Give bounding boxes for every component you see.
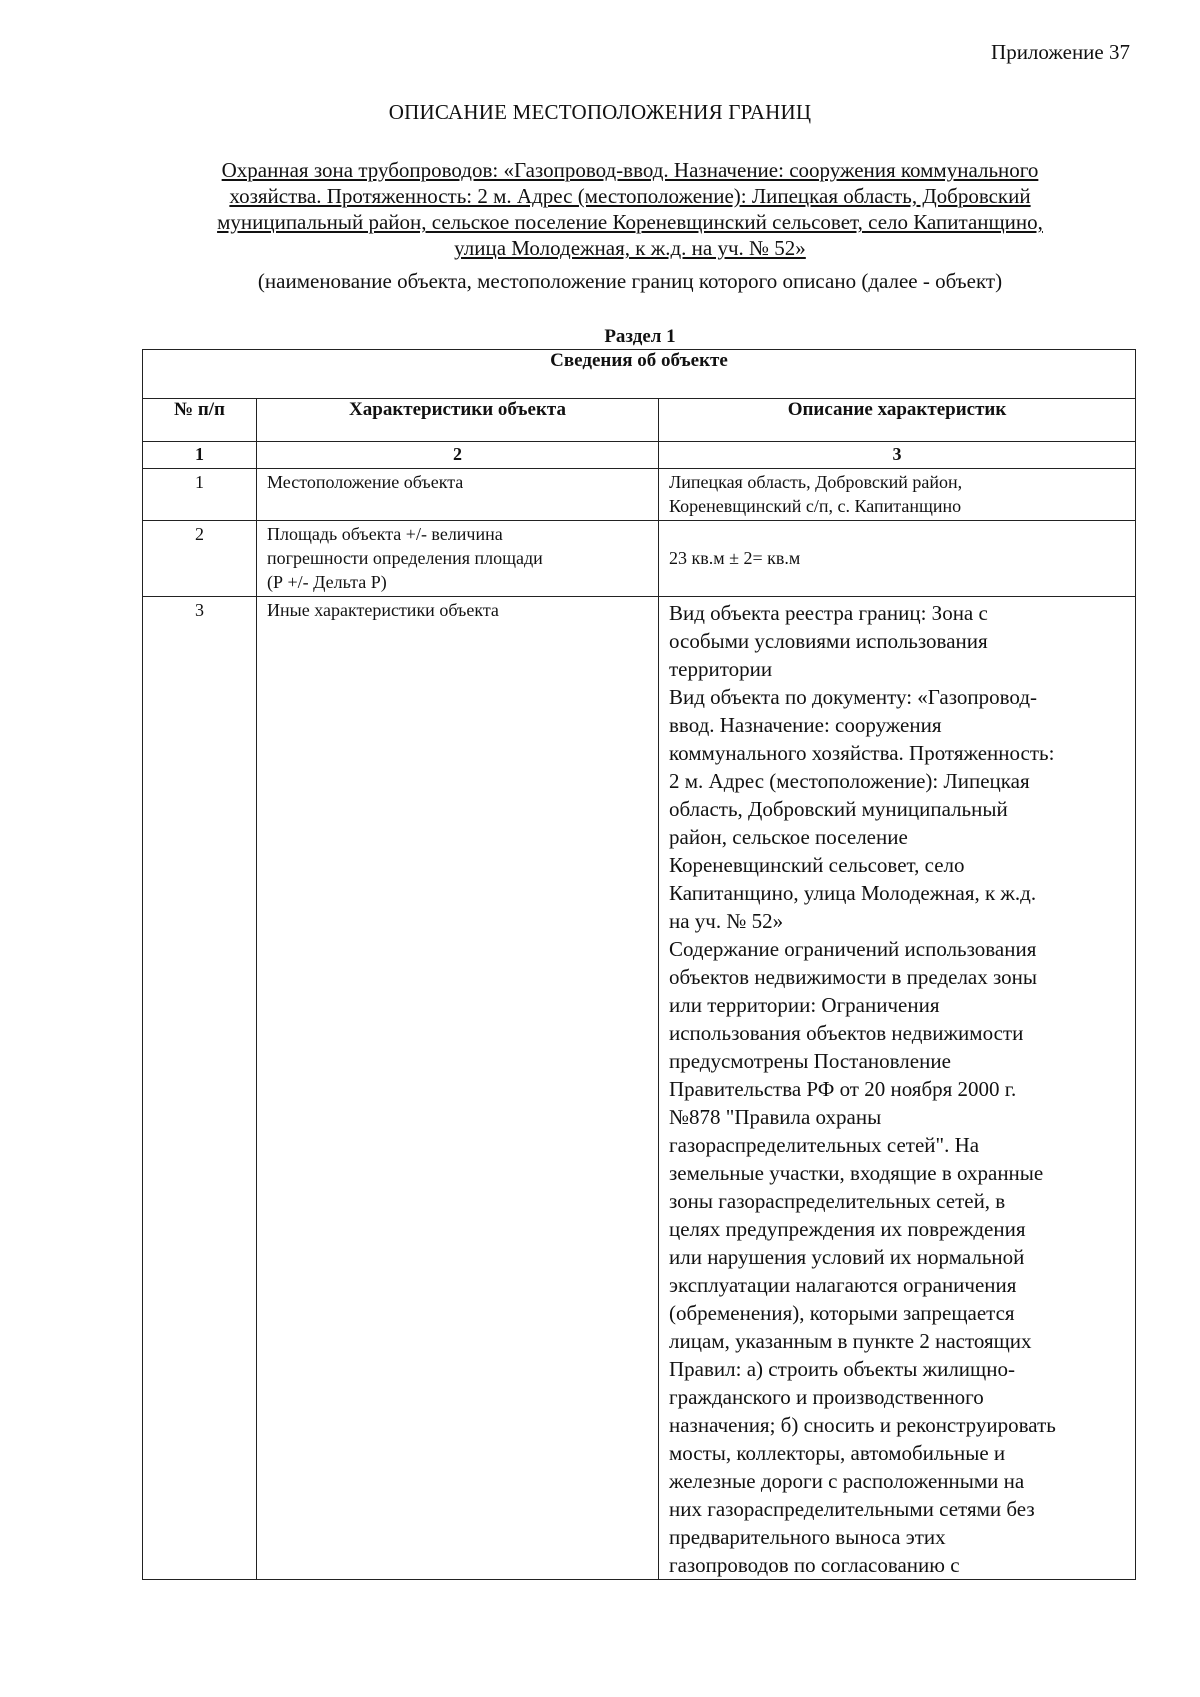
cell-text-line: газораспределительных сетей". На: [669, 1133, 980, 1157]
column-number-row: [143, 442, 1136, 469]
cell-text-line: Липецкая область, Добровский район,: [669, 472, 963, 492]
table-caption: Сведения об объекте: [143, 350, 1136, 399]
cell-text-line: эксплуатации налагаются ограничения: [669, 1273, 1017, 1297]
cell-text-line: территории: [669, 657, 773, 681]
cell-text-line: Кореневщинский сельсовет, село: [669, 853, 965, 877]
cell-text-line: зоны газораспределительных сетей, в: [669, 1189, 1006, 1213]
table-header-row: [143, 399, 1136, 442]
row-characteristic: [257, 521, 659, 597]
cell-text-line: земельные участки, входящие в охранные: [669, 1161, 1044, 1185]
header-characteristic: Характеристики объекта: [257, 399, 659, 442]
cell-text-line: 23 кв.м ± 2= кв.м: [669, 548, 801, 568]
header-number: № п/п: [143, 399, 257, 442]
cell-text-line: гражданского и производственного: [669, 1385, 984, 1409]
cell-text-line: Содержание ограничений использования: [669, 937, 1037, 961]
cell-text-line: особыми условиями использования: [669, 629, 988, 653]
table-row: [143, 469, 1136, 521]
table-row: [143, 521, 1136, 597]
row-number: 2: [143, 521, 257, 597]
row-number: 3: [143, 597, 257, 1580]
cell-text-line: Капитанщино, улица Молодежная, к ж.д.: [669, 881, 1037, 905]
cell-text-line: или нарушения условий их нормальной: [669, 1245, 1025, 1269]
cell-text-line: объектов недвижимости в пределах зоны: [669, 965, 1038, 989]
object-name-line: муниципальный район, сельское поселение Кореневщинский сельсовет, село Капитанщино,: [217, 210, 1043, 234]
object-name-line: Охранная зона трубопроводов: «Газопровод-ввод. Назначение: сооружения коммунального: [221, 158, 1039, 182]
cell-text-line: Вид объекта реестра границ: Зона с: [669, 601, 988, 625]
object-info-table: [142, 349, 1136, 1580]
row-number: 1: [143, 469, 257, 521]
column-number: 1: [143, 442, 257, 469]
cell-text-line: мосты, коллекторы, автомобильные и: [669, 1441, 1006, 1465]
cell-text-line: лицам, указанным в пункте 2 настоящих: [669, 1329, 1032, 1353]
cell-text-line: Кореневщинский с/п, с. Капитанщино: [669, 496, 962, 516]
cell-text-line: целях предупреждения их повреждения: [669, 1217, 1026, 1241]
cell-text-line: предварительного выноса этих: [669, 1525, 946, 1549]
cell-text-line: предусмотрены Постановление: [669, 1049, 951, 1073]
cell-text-line: Правительства РФ от 20 ноября 2000 г.: [669, 1077, 1017, 1101]
object-name-line: хозяйства. Протяженность: 2 м. Адрес (местоположение): Липецкая область, Добровский: [229, 184, 1031, 208]
document-title: ОПИСАНИЕ МЕСТОПОЛОЖЕНИЯ ГРАНИЦ: [388, 100, 812, 124]
cell-text-line: (Р +/- Дельта Р): [267, 572, 387, 592]
row-characteristic: [257, 597, 659, 1580]
object-name-line: улица Молодежная, к ж.д. на уч. № 52»: [454, 236, 806, 260]
cell-text-line: район, сельское поселение: [669, 825, 908, 849]
cell-text-line: Иные характеристики объекта: [267, 600, 499, 620]
column-number: 3: [659, 442, 1136, 469]
cell-text-line: Вид объекта по документу: «Газопровод-: [669, 685, 1038, 709]
cell-text-line: назначения; б) сносить и реконструировать: [669, 1413, 1056, 1437]
row-description: [659, 521, 1136, 597]
cell-text-line: использования объектов недвижимости: [669, 1021, 1024, 1045]
appendix-label: Приложение 37: [991, 40, 1130, 64]
object-name: [150, 157, 1110, 261]
cell-text-line: область, Добровский муниципальный: [669, 797, 1008, 821]
object-name-note: (наименование объекта, местоположение границ которого описано (далее - объект): [257, 269, 1003, 293]
cell-text-line: железные дороги с расположенными на: [669, 1469, 1025, 1493]
table-caption-row: [143, 350, 1136, 399]
cell-text-line: на уч. № 52»: [669, 909, 784, 933]
cell-text-line: коммунального хозяйства. Протяженность:: [669, 741, 1055, 765]
cell-text-line: Правил: а) строить объекты жилищно-: [669, 1357, 1015, 1381]
cell-text-line: погрешности определения площади: [267, 548, 543, 568]
cell-text-line: или территории: Ограничения: [669, 993, 940, 1017]
header-description: Описание характеристик: [659, 399, 1136, 442]
cell-text-line: (обременения), которыми запрещается: [669, 1301, 1015, 1325]
cell-text-line: 2 м. Адрес (местоположение): Липецкая: [669, 769, 1030, 793]
cell-text-line: Местоположение объекта: [267, 472, 464, 492]
cell-text-line: Площадь объекта +/- величина: [267, 524, 503, 544]
cell-text-line: них газораспределительными сетями без: [669, 1497, 1035, 1521]
cell-text-line: ввод. Назначение: сооружения: [669, 713, 942, 737]
section-title: Раздел 1: [604, 326, 676, 347]
row-characteristic: [257, 469, 659, 521]
cell-text-line: №878 "Правила охраны: [669, 1105, 882, 1129]
row-description: [659, 469, 1136, 521]
column-number: 2: [257, 442, 659, 469]
table-row: [143, 597, 1136, 1580]
cell-text-line: газопроводов по согласованию с: [669, 1553, 960, 1577]
row-description: [659, 597, 1136, 1580]
